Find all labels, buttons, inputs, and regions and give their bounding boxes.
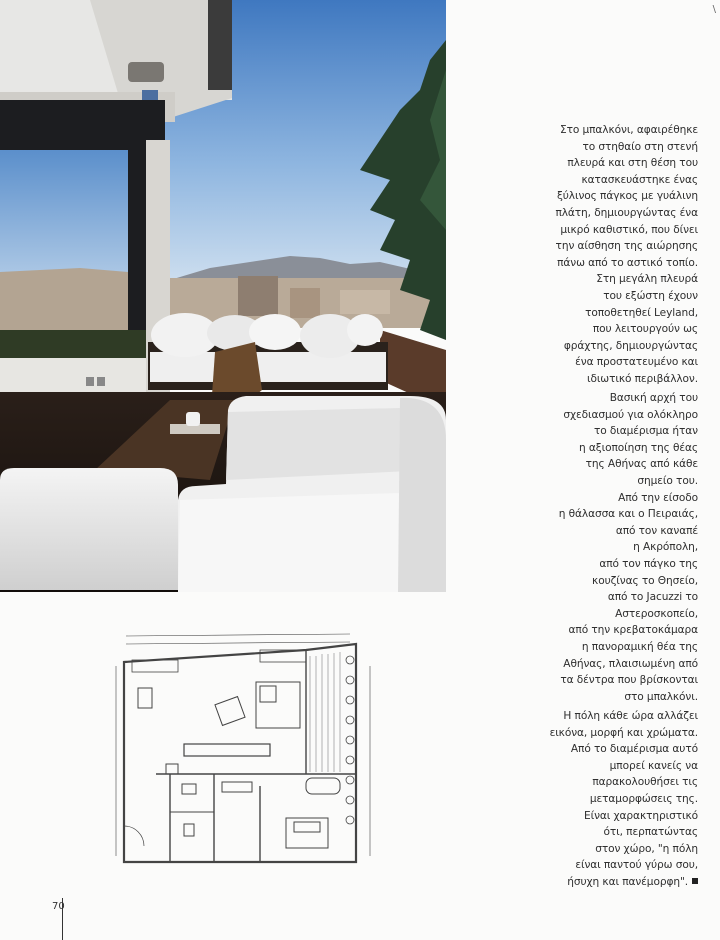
text-line: από τον καναπέ [615,524,698,537]
text-line: Από την είσοδο [618,491,698,504]
article-paragraph-2 [490,390,698,705]
text-line: το διαμέρισμα ήταν [593,425,698,438]
text-line: εικόνα, μορφή και χρώματα. [549,726,698,739]
text-line: της Αθήνας από κάθε [585,458,698,471]
page-number: 70 [52,901,65,912]
balcony-photo [0,0,446,592]
text-line: κατασκευάστηκε ένας [581,173,698,186]
text-line: μπορεί κανείς να [609,759,698,772]
text-line: Από το διαμέρισμα αυτό [570,743,698,756]
text-line: τα δέντρα που βρίσκονται [560,674,698,687]
text-line: σχεδιασμού για ολόκληρο [563,408,698,421]
text-line: Βασική αρχή του [609,392,698,404]
text-line: η αξιοποίηση της θέας [579,441,698,454]
text-line-end [490,874,698,891]
text-line: από το Jacuzzi το [607,591,698,604]
text-line: Στο μπαλκόνι, αφαιρέθηκε [559,124,698,136]
text-line: στο μπαλκόνι. [624,690,698,703]
text-line: Αστεροσκοπείο, [615,607,698,620]
text-line: κουζίνας το Θησείο, [592,574,698,587]
text-line: Είναι χαρακτηριστικό [584,809,698,822]
text-line: η θάλασσα και ο Πειραιάς, [558,508,698,521]
article-paragraph-1 [490,122,698,388]
text-line: πλάτη, δημιουργώντας ένα [555,206,698,219]
text-line: τοποθετηθεί Leyland, [585,306,698,319]
text-line: το στηθαίο στη στενή [582,140,698,153]
text-line: ένα προστατευμένο και [575,356,698,369]
text-line: του εξώστη έχουν [603,289,698,302]
text-line: η πανοραμική θέα της [581,640,698,653]
corner-mark: \ [712,4,716,15]
text-line-last: ήσυχη και πανέμορφη". [567,875,688,888]
text-line: Αθήνας, πλαισιωμένη από [563,657,698,670]
text-line: από την κρεβατοκάμαρα [568,624,698,637]
text-line: στον χώρο, "η πόλη [595,842,698,855]
text-line: μεταμορφώσεις της. [589,792,698,805]
text-line: Στη μεγάλη πλευρά [596,273,698,286]
text-line: ότι, περπατώντας [603,826,698,839]
text-line: μικρό καθιστικό, που δίνει [560,223,698,236]
floor-plan [110,626,386,880]
text-line: είναι παντού γύρω σου, [575,859,698,872]
article-paragraph-3 [490,708,698,891]
end-of-article-icon [692,878,698,884]
text-line: Η πόλη κάθε ώρα αλλάζει [563,710,698,722]
text-line: παρακολουθήσει τις [592,776,698,789]
text-line: πλευρά και στη θέση του [567,157,698,170]
text-line: από τον πάγκο της [599,557,698,570]
text-line: ιδιωτικό περιβάλλον. [586,372,698,385]
text-line: ξύλινος πάγκος με γυάλινη [556,190,698,203]
text-line: φράχτης, δημιουργώντας [563,339,698,352]
text-line: η Ακρόπολη, [633,541,698,554]
text-line: πάνω από το αστικό τοπίο. [557,256,698,269]
text-line: που λειτουργούν ως [592,323,698,336]
text-line: την αίσθηση της αιώρησης [555,240,698,253]
text-line: σημείο του. [637,474,698,487]
